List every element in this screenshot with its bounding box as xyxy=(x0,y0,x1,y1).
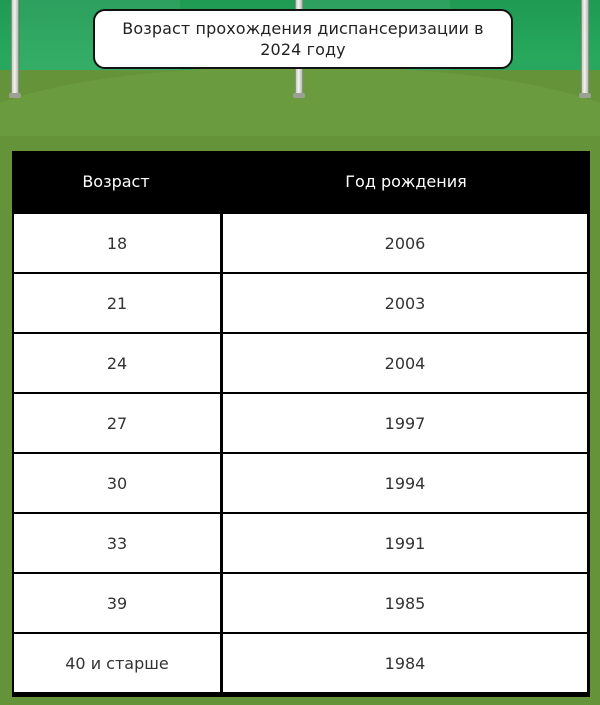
age-cell: 40 и старше xyxy=(14,634,220,692)
birth-year-cell: 1985 xyxy=(223,574,587,632)
table-row xyxy=(12,274,590,332)
table-row xyxy=(12,454,590,512)
birth-year-cell: 2003 xyxy=(223,274,587,332)
background-pole xyxy=(581,0,589,96)
header-birth-year: Год рождения xyxy=(345,172,467,191)
birth-year-cell: 1997 xyxy=(223,394,587,452)
table-header xyxy=(12,151,590,212)
birth-year-cell: 1991 xyxy=(223,514,587,572)
background-pole xyxy=(11,0,19,96)
age-cell: 30 xyxy=(14,454,220,512)
age-cell: 21 xyxy=(14,274,220,332)
age-cell: 24 xyxy=(14,334,220,392)
birth-year-cell: 2004 xyxy=(223,334,587,392)
birth-year-table xyxy=(12,151,590,697)
age-cell: 27 xyxy=(14,394,220,452)
table-row xyxy=(12,334,590,392)
table-row xyxy=(12,214,590,272)
age-cell: 18 xyxy=(14,214,220,272)
age-cell: 33 xyxy=(14,514,220,572)
title-card xyxy=(93,9,513,69)
table-row xyxy=(12,514,590,572)
age-cell: 39 xyxy=(14,574,220,632)
table-row xyxy=(12,634,590,692)
birth-year-cell: 1994 xyxy=(223,454,587,512)
header-age: Возраст xyxy=(82,172,150,191)
page-title: Возраст прохождения диспансеризации в 2024 году xyxy=(122,19,484,59)
table-row xyxy=(12,394,590,452)
birth-year-cell: 1984 xyxy=(223,634,587,692)
table-row xyxy=(12,574,590,632)
birth-year-cell: 2006 xyxy=(223,214,587,272)
